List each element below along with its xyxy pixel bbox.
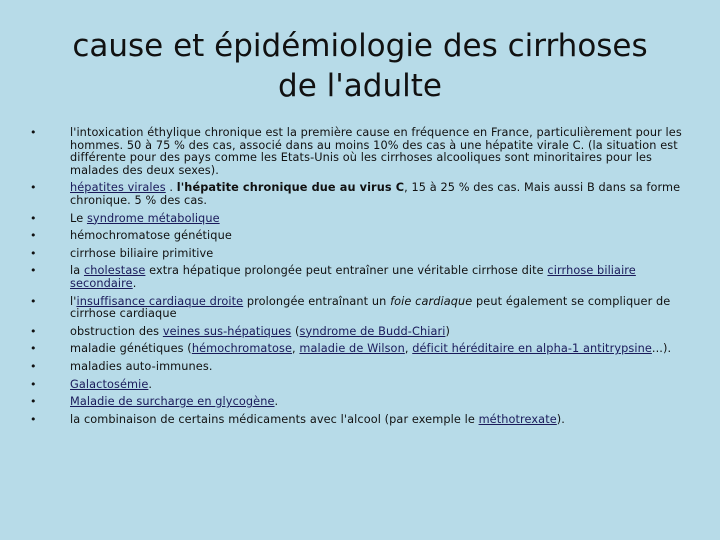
list-item: [30, 343, 700, 356]
item-text: .: [132, 276, 137, 290]
item-text: la: [70, 264, 84, 278]
bullet-list: [30, 127, 700, 431]
item-text: maladies auto-immunes.: [70, 359, 213, 373]
item-text: obstruction des: [70, 324, 163, 338]
list-item: [30, 361, 700, 374]
bullet-icon: •: [30, 181, 37, 195]
item-text: l'intoxication éthylique chronique est la première cause en fréquence en France, particulièrement pour les hommes. 50 à 75 % des cas, associé dans au moins 10% des cas à une hépatite virale C. (la situation est différente pour des pays comme les Etats-Unis où les cirrhoses alcooliques sont minoritaires pour les malades des deux sexes).: [70, 126, 682, 177]
item-text: peut également se compliquer de cirrhose cardiaque: [70, 294, 671, 321]
link-methotrexate[interactable]: méthotrexate: [478, 412, 557, 426]
bullet-icon: •: [30, 359, 37, 373]
list-item: [30, 182, 700, 207]
bullet-icon: •: [30, 324, 37, 338]
item-text: cirrhose biliaire primitive: [70, 246, 214, 260]
link-deficit-alpha-1-antitrypsine[interactable]: déficit héréditaire en alpha-1 antitrypsine: [412, 342, 652, 356]
item-text: Le: [70, 211, 87, 225]
item-text: extra hépatique prolongée peut entraîner une véritable cirrhose dite: [145, 264, 548, 278]
item-italic-text: foie cardiaque: [390, 294, 473, 308]
link-insuffisance-cardiaque-droite[interactable]: insuffisance cardiaque droite: [76, 294, 244, 308]
link-cholestase[interactable]: cholestase: [83, 264, 146, 278]
link-veines-sus-hepatiques[interactable]: veines sus-hépatiques: [162, 324, 292, 338]
item-text: la combinaison de certains médicaments avec l'alcool (par exemple le: [70, 412, 479, 426]
item-text: ,: [404, 342, 413, 356]
item-text: .: [274, 395, 279, 409]
bullet-icon: •: [30, 395, 37, 409]
item-text: hémochromatose génétique: [70, 229, 232, 243]
item-text: (: [291, 324, 300, 338]
item-bold-text: l'hépatite chronique due au virus C: [176, 181, 405, 195]
list-item: [30, 414, 700, 427]
item-text: maladie génétiques (: [70, 342, 192, 356]
link-cirrhose-biliaire-secondaire[interactable]: cirrhose biliaire secondaire: [70, 264, 636, 290]
item-text: l': [70, 294, 77, 308]
item-text: ...).: [651, 342, 672, 356]
bullet-icon: •: [30, 211, 37, 225]
list-item: [30, 265, 700, 290]
title-line-1: cause et épidémiologie des cirrhoses: [72, 28, 648, 64]
list-item: [30, 326, 700, 339]
list-item: [30, 248, 700, 261]
list-item: [30, 127, 700, 177]
item-text: , 15 à 25 % des cas. Mais aussi B dans sa forme chronique. 5 % des cas.: [70, 181, 681, 207]
item-text: ).: [556, 412, 565, 426]
list-item: [30, 396, 700, 409]
bullet-icon: •: [30, 377, 37, 391]
title-line-2: de l'adulte: [278, 68, 442, 104]
list-item: [30, 213, 700, 226]
link-hepatites-virales[interactable]: hépatites virales: [70, 181, 166, 195]
link-syndrome-metabolique[interactable]: syndrome métabolique: [86, 211, 220, 225]
link-syndrome-budd-chiari[interactable]: syndrome de Budd-Chiari: [299, 324, 446, 338]
item-text: ): [445, 324, 450, 338]
bullet-icon: •: [30, 126, 37, 139]
bullet-icon: •: [30, 264, 37, 278]
slide-title: [40, 26, 680, 106]
item-text: .: [165, 181, 177, 195]
link-maladie-surcharge-glycogene[interactable]: Maladie de surcharge en glycogène: [70, 395, 275, 409]
item-text: .: [148, 377, 153, 391]
bullet-icon: •: [30, 342, 37, 356]
bullet-icon: •: [30, 246, 37, 260]
link-hemochromatose[interactable]: hémochromatose: [191, 342, 293, 356]
bullet-icon: •: [30, 294, 37, 308]
bullet-icon: •: [30, 229, 37, 243]
list-item: [30, 230, 700, 243]
item-text: ,: [292, 342, 300, 356]
item-text: prolongée entraînant un: [243, 294, 391, 308]
bullet-icon: •: [30, 412, 37, 426]
list-item: [30, 379, 700, 392]
link-maladie-de-wilson[interactable]: maladie de Wilson: [299, 342, 405, 356]
link-galactosemie[interactable]: Galactosémie: [70, 377, 149, 391]
list-item: [30, 296, 700, 321]
